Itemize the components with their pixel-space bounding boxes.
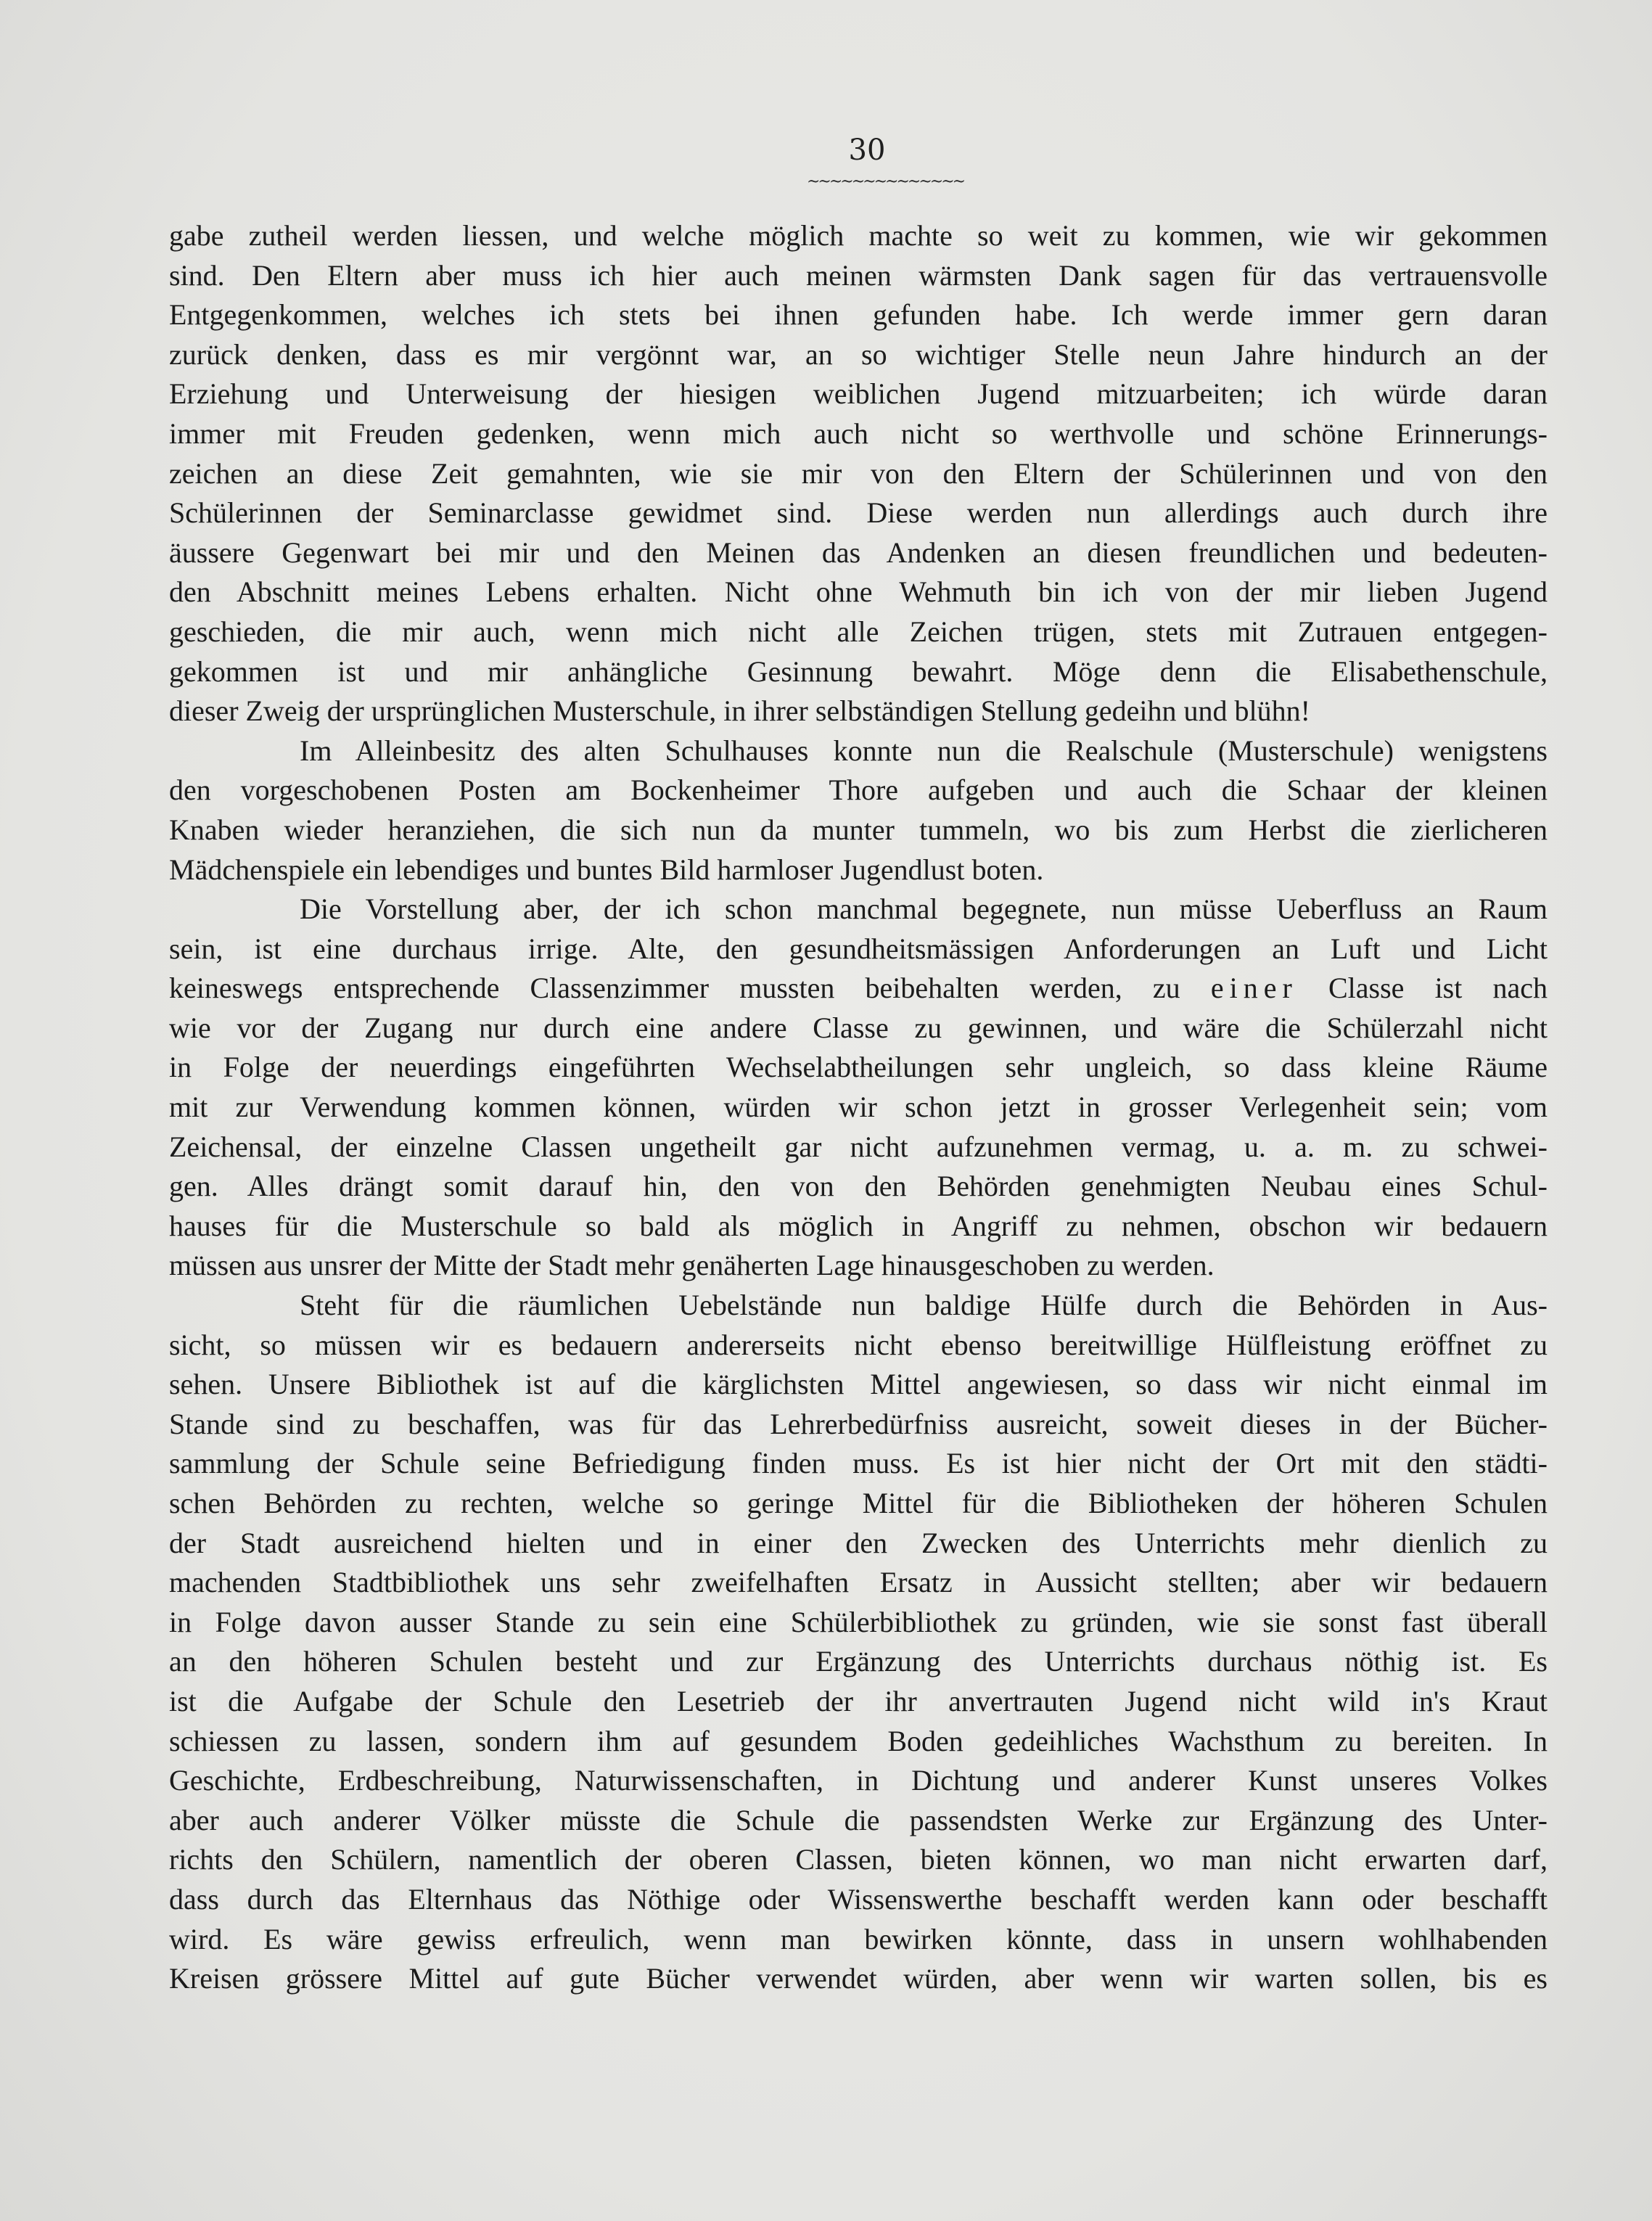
text-line: der Stadt ausreichend hielten und in einer den Zwecken des Unterrichts mehr dienlich zu [169, 1526, 1548, 1559]
text-line-with-emphasis [169, 969, 1548, 1009]
text-line: gen. Alles drängt somit darauf hin, den von den Behörden genehmigten Neubau eines Schul- [169, 1170, 1548, 1203]
text-line: dieser Zweig der ursprünglichen Musterschule, in ihrer selbständigen Stellung gedeihn und blühn! [169, 694, 1310, 728]
body-text [169, 216, 1548, 1999]
text-line: immer mit Freuden gedenken, wenn mich auch nicht so werthvolle und schöne Erinnerungs- [169, 416, 1548, 450]
text-line: sicht, so müssen wir es bedauern andererseits nicht ebenso bereitwillige Hülfleistung eröffnet zu [169, 1328, 1548, 1361]
text-line: Erziehung und Unterweisung der hiesigen weiblichen Jugend mitzuarbeiten; ich würde daran [169, 377, 1548, 411]
text-line: zeichen an diese Zeit gemahnten, wie sie mir von den Eltern der Schülerinnen und von den [169, 456, 1548, 490]
text-line: wird. Es wäre gewiss erfreulich, wenn man bewirken könnte, dass in unsern wohlhabenden [169, 1922, 1548, 1955]
text-line: schen Behörden zu rechten, welche so geringe Mittel für die Bibliotheken der höheren Schulen [169, 1487, 1548, 1519]
text-line: mit zur Verwendung kommen können, würden wir schon jetzt in grosser Verlegenheit sein; vom [169, 1091, 1548, 1124]
text-line: richts den Schülern, namentlich der oberen Classen, bieten können, wo man nicht erwarten darf, [169, 1843, 1548, 1876]
text-line: geschieden, die mir auch, wenn mich nicht alle Zeichen trügen, stets mit Zutrauen entgegen- [169, 615, 1548, 648]
text-line: Kreisen grössere Mittel auf gute Bücher verwendet würden, aber wenn wir warten sollen, bis es [169, 1962, 1548, 1995]
text-line: Geschichte, Erdbeschreibung, Naturwissenschaften, in Dichtung und anderer Kunst unseres Volkes [169, 1764, 1548, 1797]
page-number-ornament: ~~~~~~~~~~~~~~ [807, 173, 964, 191]
text-line: wie vor der Zugang nur durch eine andere Classe zu gewinnen, und wäre die Schülerzahl nicht [169, 1011, 1548, 1044]
text-line: den Abschnitt meines Lebens erhalten. Nicht ohne Wehmuth bin ich von der mir lieben Jugend [169, 575, 1548, 609]
text-line: sammlung der Schule seine Befriedigung finden muss. Es ist hier nicht der Ort mit den städti- [169, 1447, 1548, 1480]
text-line: den vorgeschobenen Posten am Bockenheimer Thore aufgeben und auch die Schaar der kleinen [169, 773, 1548, 807]
text-line: Schülerinnen der Seminarclasse gewidmet sind. Diese werden nun allerdings auch durch ihre [169, 496, 1548, 530]
text-line: Die Vorstellung aber, der ich schon manchmal begegnete, nun müsse Ueberfluss an Raum [300, 892, 1548, 926]
text-line: Knaben wieder heranziehen, die sich nun da munter tummeln, wo bis zum Herbst die zierlicheren [169, 813, 1548, 846]
text-line: in Folge der neuerdings eingeführten Wechselabtheilungen sehr ungleich, so dass kleine Räume [169, 1051, 1548, 1084]
page-number: 30 [848, 134, 886, 167]
text-line: Zeichensal, der einzelne Classen ungetheilt gar nicht aufzunehmen vermag, u. a. m. zu schwei- [169, 1130, 1548, 1163]
text-line: sein, ist eine durchaus irrige. Alte, den gesundheitsmässigen Anforderungen an Luft und Licht [169, 932, 1548, 965]
text-line: schiessen zu lassen, sondern ihm auf gesundem Boden gedeihliches Wachsthum zu bereiten. In [169, 1724, 1548, 1757]
text-line: Steht für die räumlichen Uebelstände nun baldige Hülfe durch die Behörden in Aus- [300, 1289, 1548, 1322]
text-line: an den höheren Schulen besteht und zur Ergänzung des Unterrichts durchaus nöthig ist. Es [169, 1645, 1548, 1678]
spaced-emphasis-word: einer [1210, 972, 1298, 1005]
text-line: sehen. Unsere Bibliothek ist auf die kärglichsten Mittel angewiesen, so dass wir nicht einmal im [169, 1368, 1548, 1401]
text-segment: Classe ist nach [1328, 972, 1548, 1005]
text-line: zurück denken, dass es mir vergönnt war, an so wichtiger Stelle neun Jahre hindurch an der [169, 337, 1548, 371]
text-line: Entgegenkommen, welches ich stets bei ihnen gefunden habe. Ich werde immer gern daran [169, 298, 1548, 332]
text-line: dass durch das Elternhaus das Nöthige oder Wissenswerthe beschafft werden kann oder beschafft [169, 1882, 1548, 1916]
text-line: müssen aus unsrer der Mitte der Stadt mehr genäherten Lage hinausgeschoben zu werden. [169, 1249, 1215, 1282]
text-line: sind. Den Eltern aber muss ich hier auch meinen wärmsten Dank sagen für das vertrauensvolle [169, 258, 1548, 292]
text-line: Stande sind zu beschaffen, was für das Lehrerbedürfniss ausreicht, soweit dieses in der Bücher- [169, 1407, 1548, 1440]
text-line: gabe zutheil werden liessen, und welche möglich machte so weit zu kommen, wie wir gekommen [169, 219, 1548, 252]
text-line: äussere Gegenwart bei mir und den Meinen das Andenken an diesen freundlichen und bedeuten- [169, 535, 1548, 569]
text-line: machenden Stadtbibliothek uns sehr zweifelhaften Ersatz in Aussicht stellten; aber wir bedauern [169, 1566, 1548, 1599]
text-line: aber auch anderer Völker müsste die Schule die passendsten Werke zur Ergänzung des Unter- [169, 1803, 1548, 1836]
text-line: gekommen ist und mir anhängliche Gesinnung bewahrt. Möge denn die Elisabethenschule, [169, 654, 1548, 688]
text-line: Im Alleinbesitz des alten Schulhauses konnte nun die Realschule (Musterschule) wenigstens [300, 734, 1548, 767]
text-line: ist die Aufgabe der Schule den Lesetrieb der ihr anvertrauten Jugend nicht wild in's Kraut [169, 1684, 1548, 1717]
text-line: hauses für die Musterschule so bald als möglich in Angriff zu nehmen, obschon wir bedauern [169, 1209, 1548, 1242]
text-line: Mädchenspiele ein lebendiges und buntes Bild harmloser Jugendlust boten. [169, 853, 1044, 886]
text-segment: keineswegs entsprechende Classenzimmer mussten beibehalten werden, zu [169, 972, 1180, 1005]
text-line: in Folge davon ausser Stande zu sein eine Schülerbibliothek zu gründen, wie sie sonst fast überall [169, 1605, 1548, 1638]
